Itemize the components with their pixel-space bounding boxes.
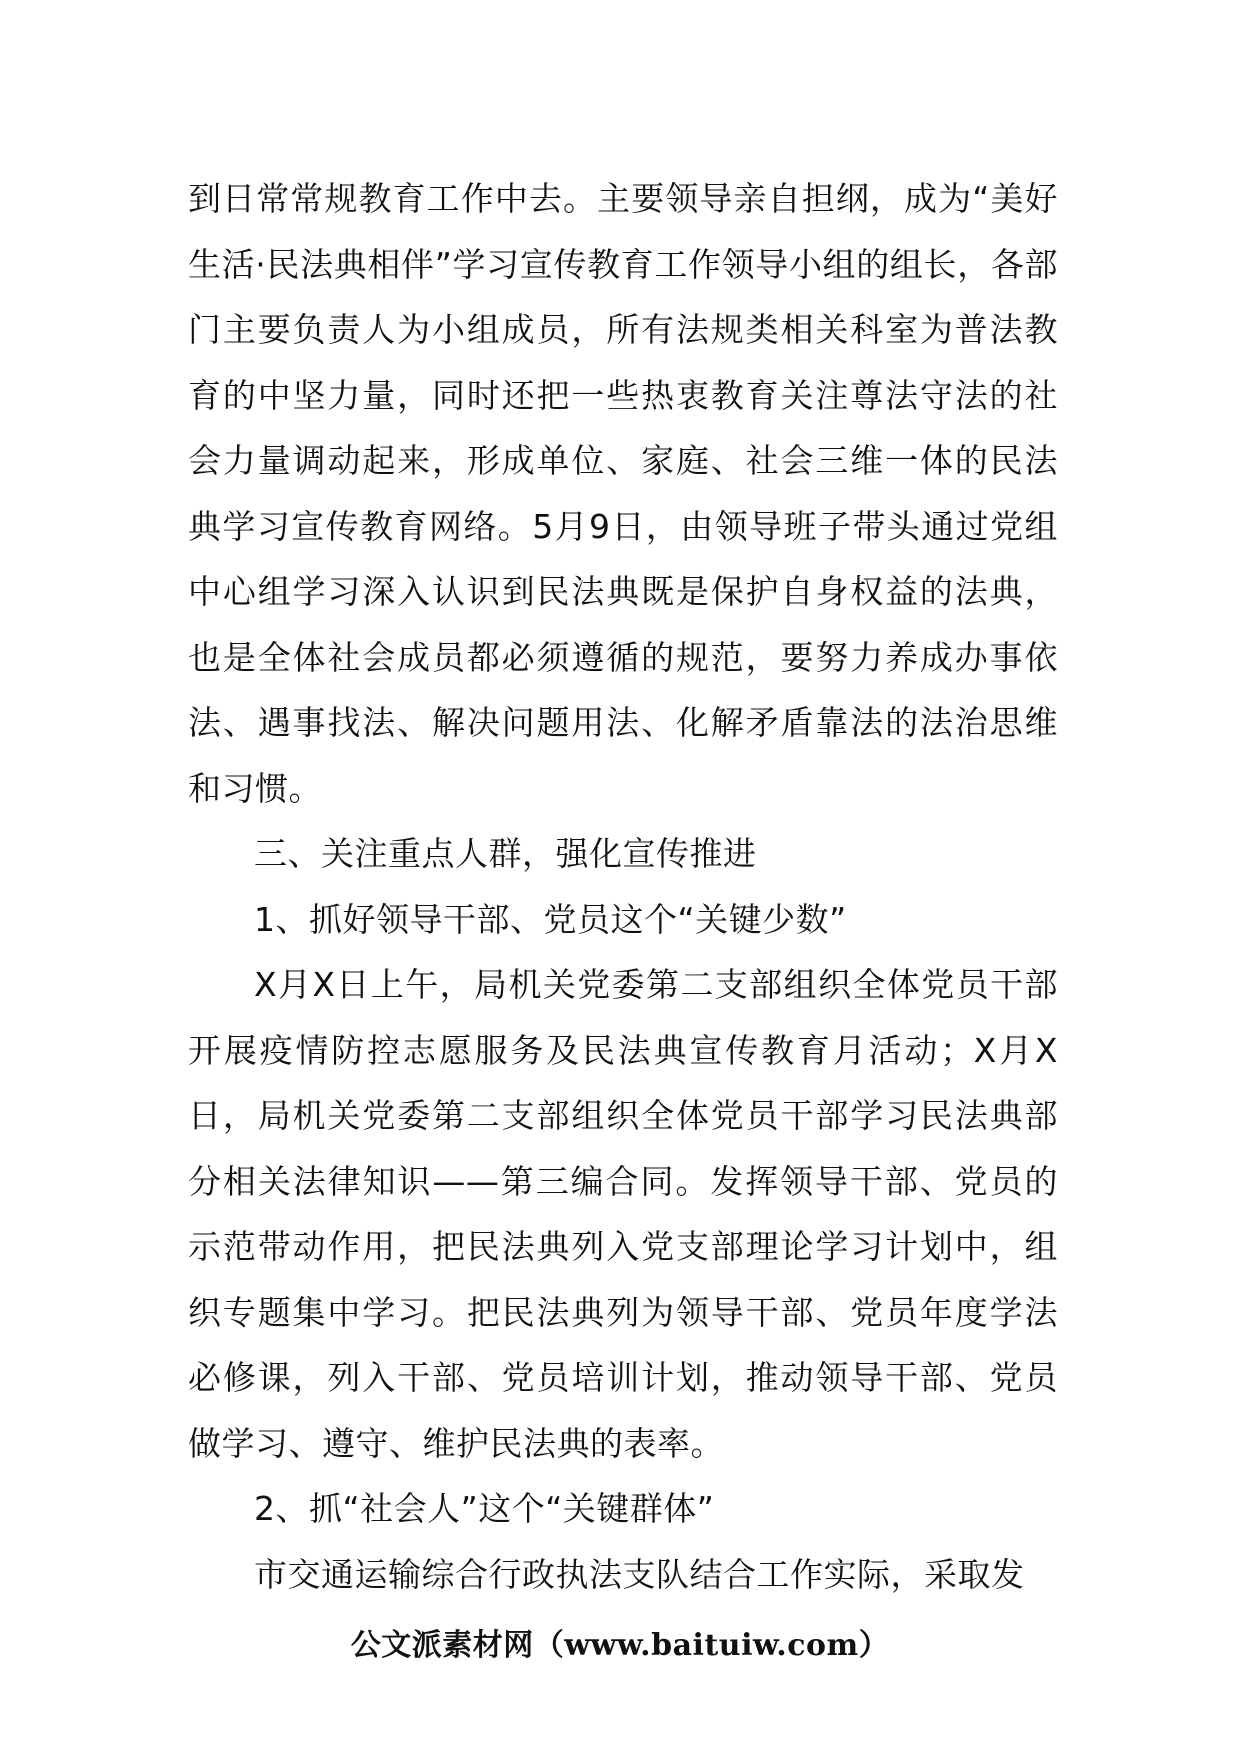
paragraph-continuation: 到日常常规教育工作中去。主要领导亲自担纲，成为“美好生活·民法典相伴”学习宣传教育工作领导小组的组长，各部门主要负责人为小组成员，所有法规类相关科室为普法教育的中坚力量，同时还把一些热衷教育关注尊法守法的社会力量调动起来，形成单位、家庭、社会三维一体的民法典学习宣传教育网络。5月9日，由领导班子带头通过党组中心组学习深入认识到民法典既是保护自身权益的法典，也是全体社会成员都必须遵循的规范，要努力养成办事依法、遇事找法、解决问题用法、化解矛盾靠法的法治思维和习惯。 [188, 179, 1058, 808]
footer-watermark: 公文派素材网（www.baituiw.com） [350, 1628, 890, 1663]
paragraph-enforcement: 市交通运输综合行政执法支队结合工作实际，采取发 [254, 1554, 1025, 1594]
subsection-heading-1: 1、抓好领导干部、党员这个“关键少数” [254, 899, 847, 939]
subsection-heading-2: 2、抓“社会人”这个“关键群体” [254, 1489, 715, 1528]
section-heading-3: 三、关注重点人群，强化宣传推进 [254, 834, 757, 873]
paragraph-leaders: X月X日上午，局机关党委第二支部组织全体党员干部开展疫情防控志愿服务及民法典宣传教育月活动；X月X日，局机关党委第二支部组织全体党员干部学习民法典部分相关法律知识——第三编合同。发挥领导干部、党员的示范带动作用，把民法典列入党支部理论学习计划中，组织专题集中学习。把民法典列为领导干部、党员年度学法必修课，列入干部、党员培训计划，推动领导干部、党员做学习、遵守、维护民法典的表率。 [188, 965, 1058, 1463]
document-body [188, 166, 1058, 1607]
